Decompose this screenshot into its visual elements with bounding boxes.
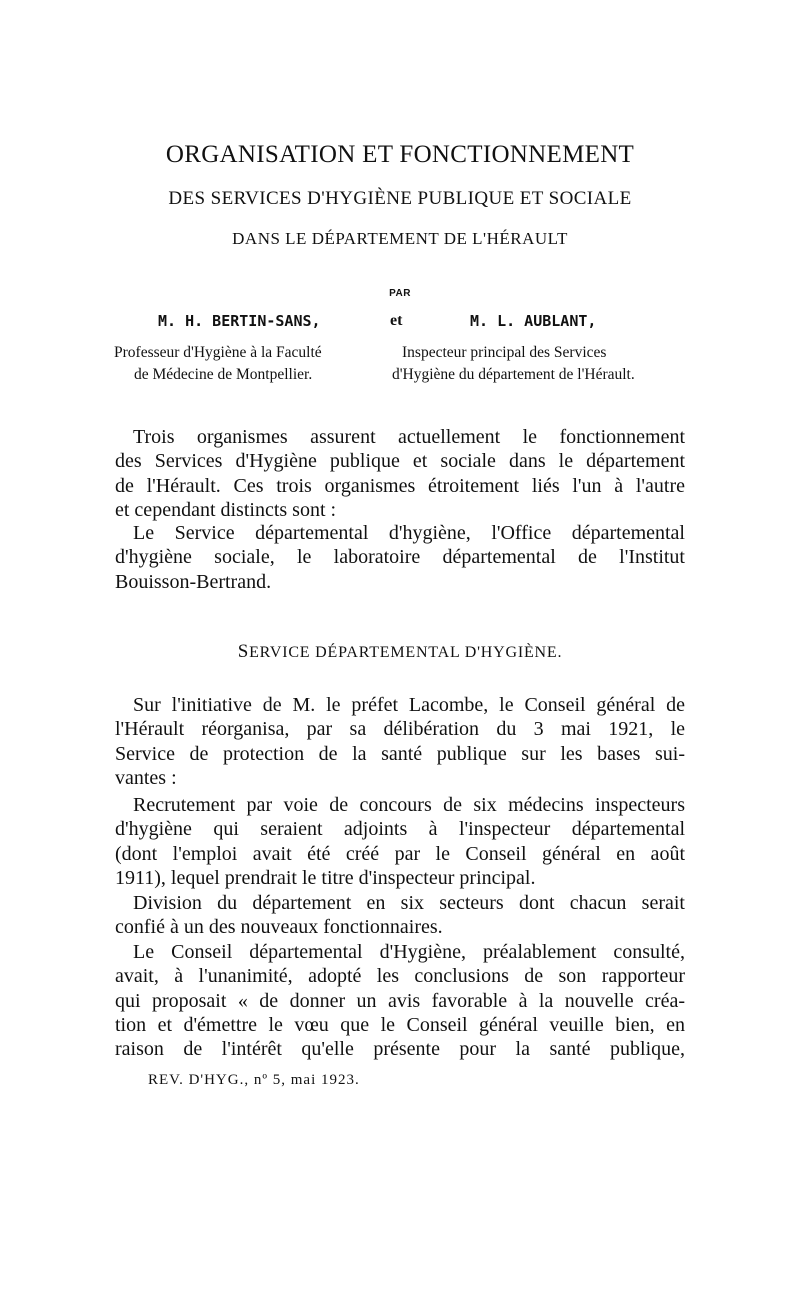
- paragraph-4: [115, 940, 685, 1061]
- paragraph-3: [115, 891, 685, 940]
- text-line: Recrutement par voie de concours de six médecins inspecteurs: [133, 794, 685, 816]
- journal-citation: REV. D'HYG., nº 5, mai 1923.: [148, 1072, 360, 1088]
- author-a-name: M. H. BERTIN-SANS,: [158, 312, 321, 330]
- text-line: l'Hérault réorganisa, par sa délibération du 3 mai 1921, le: [115, 718, 685, 741]
- text-line: raison de l'intérêt qu'elle présente pour la santé publique,: [115, 1038, 685, 1061]
- author-b-affiliation-line-1: Inspecteur principal des Services: [402, 344, 607, 361]
- text-line: 1911), lequel prendrait le titre d'inspecteur principal.: [115, 866, 536, 889]
- text-line: (dont l'emploi avait été créé par le Conseil général en août: [115, 842, 685, 865]
- text-line: qui proposait « de donner un avis favorable à la nouvelle créa-: [115, 989, 685, 1012]
- text-line: Le Conseil départemental d'Hygiène, préalablement consulté,: [133, 941, 685, 963]
- author-b-affiliation-line-2: d'Hygiène du département de l'Hérault.: [392, 366, 635, 383]
- text-line: avait, à l'unanimité, adopté les conclusions de son rapporteur: [115, 965, 685, 988]
- text-line: vantes :: [115, 766, 177, 789]
- author-a-affiliation-line-2: de Médecine de Montpellier.: [134, 366, 313, 383]
- byline-par: PAR: [389, 288, 411, 299]
- text-line: Division du département en six secteurs dont chacun serait: [133, 892, 685, 914]
- article-subtitle-2: DANS LE DÉPARTEMENT DE L'HÉRAULT: [232, 229, 568, 248]
- text-line: d'hygiène sociale, le laboratoire départemental de l'Institut: [115, 546, 685, 569]
- section-heading: [0, 641, 800, 663]
- paragraph-2: [115, 793, 685, 890]
- text-line: Service de protection de la santé publique sur les bases sui-: [115, 742, 685, 765]
- text-line: et cependant distincts sont :: [115, 498, 337, 521]
- text-line: Sur l'initiative de M. le préfet Lacombe, le Conseil général de: [133, 694, 685, 716]
- author-conjunction: et: [390, 312, 403, 329]
- text-line: des Services d'Hygiène publique et sociale dans le département: [115, 450, 685, 473]
- text-line: Le Service départemental d'hygiène, l'Office départemental: [133, 522, 685, 544]
- section-heading-initial: S: [237, 641, 250, 662]
- text-line: de l'Hérault. Ces trois organismes étroitement liés l'un à l'autre: [115, 474, 685, 497]
- paragraph-intro-2: [115, 521, 685, 594]
- paragraph-intro-1: [115, 425, 685, 522]
- paragraph-1: [115, 693, 685, 790]
- author-a-affiliation-line-1: Professeur d'Hygiène à la Faculté: [114, 344, 322, 361]
- text-line: confié à un des nouveaux fonctionnaires.: [115, 916, 443, 939]
- text-line: tion et d'émettre le vœu que le Conseil général veuille bien, en: [115, 1013, 685, 1036]
- article-title: ORGANISATION ET FONCTIONNEMENT: [165, 141, 635, 168]
- text-line: d'hygiène qui seraient adjoints à l'inspecteur départemental: [115, 818, 685, 841]
- text-line: Bouisson-Bertrand.: [115, 570, 272, 593]
- text-line: Trois organismes assurent actuellement le fonctionnement: [133, 426, 685, 448]
- article-subtitle: DES SERVICES D'HYGIÈNE PUBLIQUE ET SOCIALE: [168, 188, 632, 209]
- section-heading-rest: ERVICE DÉPARTEMENTAL D'HYGIÈNE.: [249, 644, 563, 661]
- author-b-name: M. L. AUBLANT,: [470, 312, 597, 330]
